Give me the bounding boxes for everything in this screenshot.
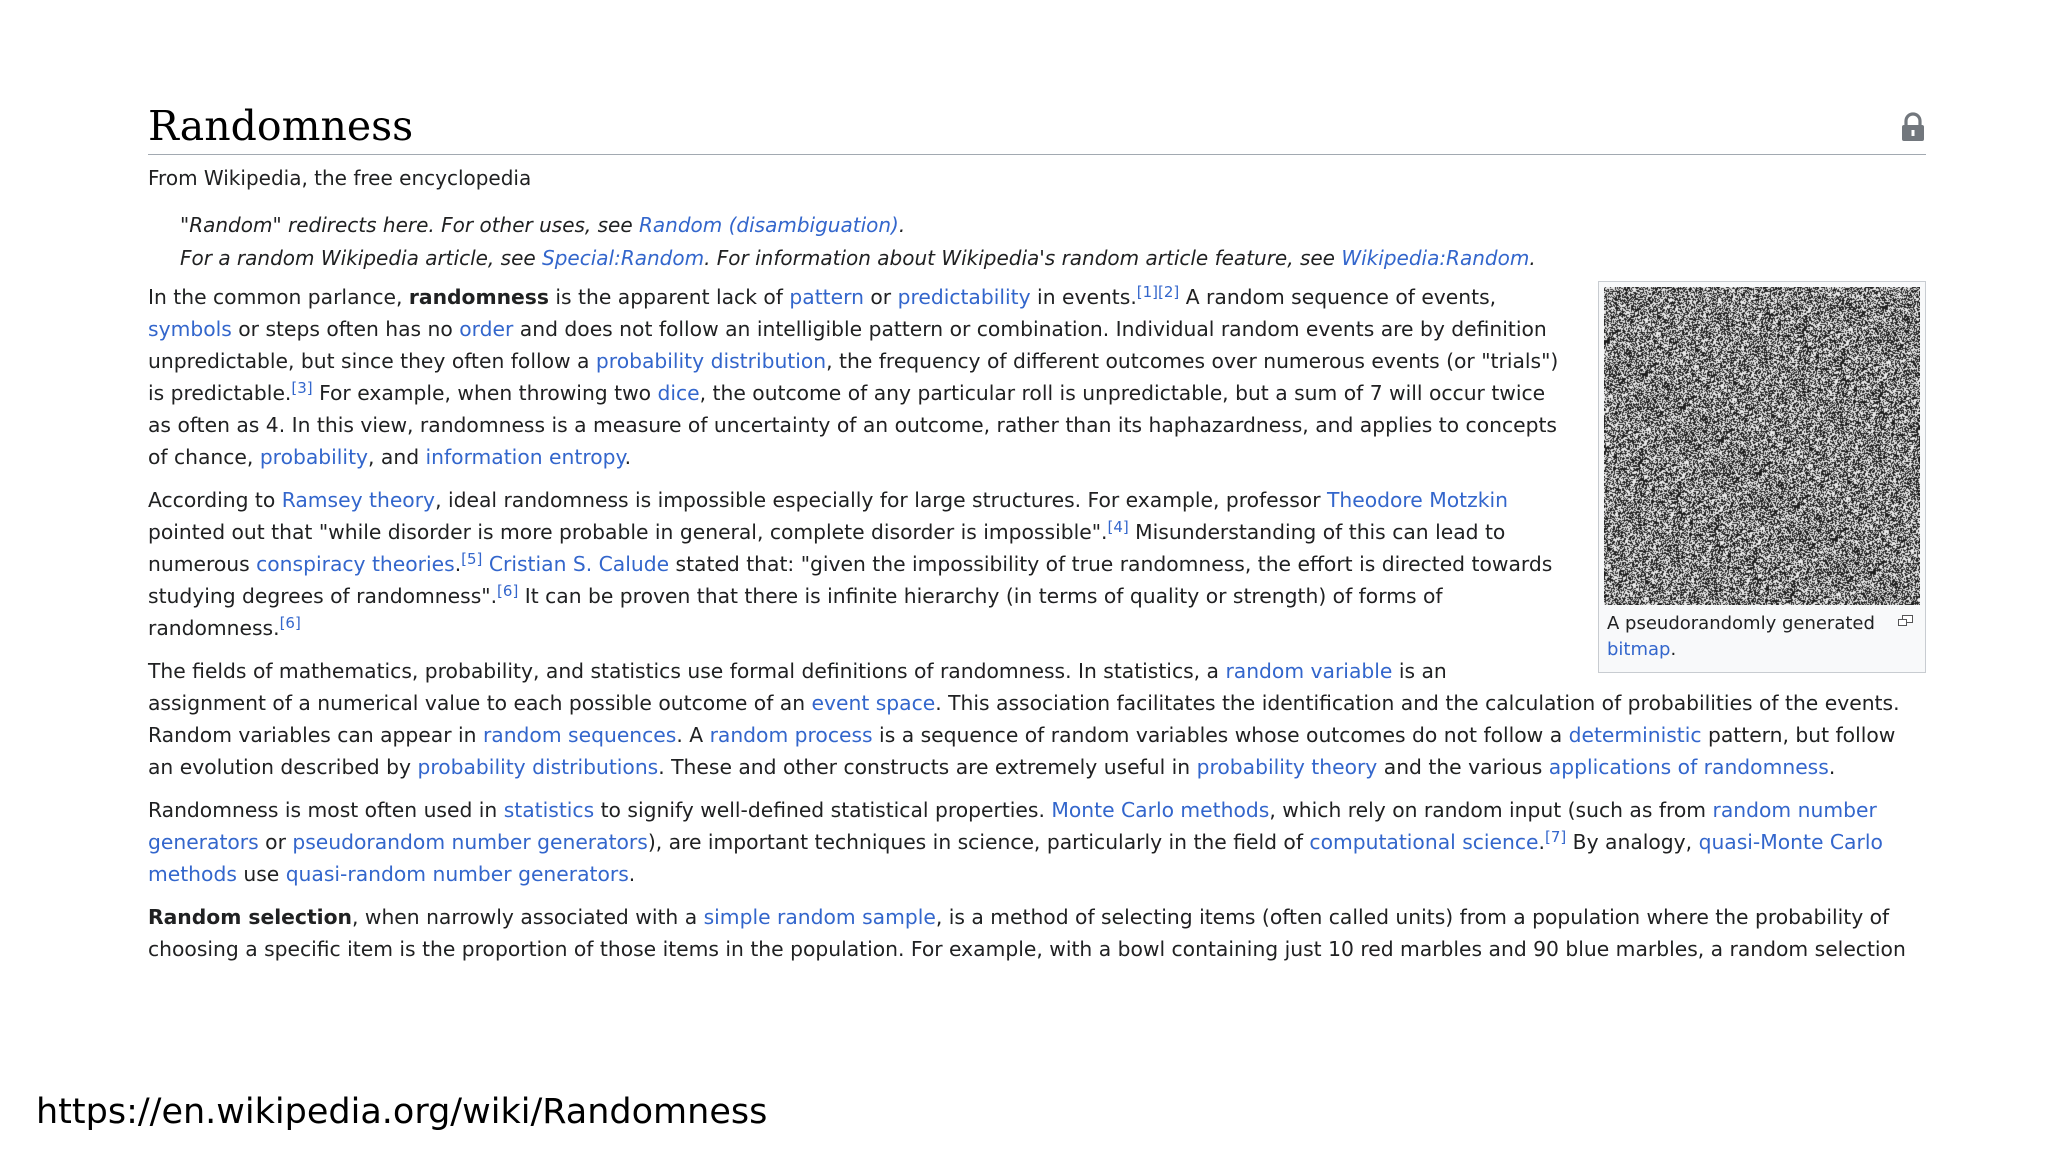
text-run: or: [258, 830, 293, 854]
wiki-link[interactable]: Random (disambiguation): [639, 213, 899, 237]
text-run: In the common parlance,: [148, 285, 409, 309]
text-run: stated that: "given the impossibility of true randomness, the effort is directed towards studying degrees of randomness".: [148, 552, 1553, 608]
text-run: in events.: [1030, 285, 1137, 309]
citation-link[interactable]: [4]: [1107, 518, 1129, 536]
text-run: , the outcome of any particular roll is unpredictable, but a sum of 7 will occur twice as often as 4. In this view, randomness is a measure of uncertainty of an outcome, rather than its haphazardness, and applies to concepts of chance,: [148, 381, 1557, 469]
wiki-link[interactable]: Special:Random: [542, 246, 705, 270]
wiki-link[interactable]: pseudorandom number generators: [292, 830, 648, 854]
text-run: A random sequence of events,: [1179, 285, 1497, 309]
citation-link[interactable]: [5]: [461, 550, 483, 568]
wiki-link[interactable]: probability distributions: [417, 755, 659, 779]
citation: [497, 582, 518, 600]
wiki-link[interactable]: random process: [709, 723, 873, 747]
article-body: [148, 281, 1926, 965]
caption-end: .: [1670, 639, 1677, 660]
citation: [1158, 283, 1179, 301]
wiki-link[interactable]: probability: [259, 445, 369, 469]
page-title: Randomness: [148, 102, 414, 150]
citation: [1545, 828, 1566, 846]
hatnote-special-random: [148, 242, 1926, 275]
wiki-link[interactable]: random variable: [1225, 659, 1393, 683]
text-run: . For information about Wikipedia's random article feature, see: [704, 246, 1342, 270]
heading-row: [148, 96, 1926, 155]
text-run: It can be proven that there is infinite hierarchy (in terms of quality or strength) of forms of randomness.: [148, 584, 1443, 640]
citation-link[interactable]: [6]: [279, 614, 301, 632]
pseudorandom-bitmap-image[interactable]: [1604, 287, 1920, 605]
text-run: . This association facilitates the identification and the calculation of probabilities of the events. Random variables can appear in: [148, 691, 1900, 747]
text-run: By analogy,: [1566, 830, 1699, 854]
text-run: pointed out that "while disorder is more probable in general, complete disorder is impossible".: [148, 520, 1108, 544]
wiki-link[interactable]: random number generators: [148, 798, 1877, 854]
text-run: to signify well-defined statistical properties.: [594, 798, 1052, 822]
citation: [1107, 518, 1128, 536]
url-footer: https://en.wikipedia.org/wiki/Randomness: [36, 1092, 768, 1132]
text-run: ), are important techniques in science, particularly in the field of: [647, 830, 1310, 854]
text-run: .: [1538, 830, 1545, 854]
citation-link[interactable]: [6]: [497, 582, 519, 600]
wiki-link[interactable]: probability theory: [1196, 755, 1378, 779]
wiki-link[interactable]: Theodore Motzkin: [1327, 488, 1508, 512]
thumbnail-box: [1598, 281, 1926, 673]
wiki-link[interactable]: event space: [811, 691, 936, 715]
citation: [1137, 283, 1158, 301]
wiki-link[interactable]: conspiracy theories: [256, 552, 455, 576]
wiki-link[interactable]: symbols: [148, 317, 232, 341]
enlarge-icon[interactable]: [1898, 615, 1914, 627]
citation-link[interactable]: [1]: [1136, 283, 1159, 301]
hatnote-disambiguation: [148, 209, 1926, 242]
text-run: Misunderstanding of this can lead to numerous: [148, 520, 1506, 576]
wiki-link[interactable]: Ramsey theory: [281, 488, 436, 512]
text-run: is an assignment of a numerical value to each possible outcome of an: [148, 659, 1447, 715]
citation-link[interactable]: [3]: [291, 379, 313, 397]
paragraph-statistics: [148, 794, 1926, 890]
caption-text: A pseudorandomly generated: [1607, 613, 1875, 634]
wiki-link[interactable]: random sequences: [482, 723, 677, 747]
lock-icon[interactable]: [1900, 112, 1926, 142]
thumbnail-caption: [1607, 611, 1892, 663]
text-run: , the frequency of different outcomes over numerous events (or "trials") is predictable.: [148, 349, 1559, 405]
pseudorandom-bitmap-canvas[interactable]: [1604, 287, 1920, 605]
wiki-link[interactable]: applications of randomness: [1548, 755, 1829, 779]
tagline: From Wikipedia, the free encyclopedia: [148, 166, 532, 190]
text-run: Randomness is most often used in: [148, 798, 504, 822]
text-run: .: [454, 552, 462, 576]
text-run: use: [236, 862, 286, 886]
text-run: For a random Wikipedia article, see: [180, 246, 543, 270]
text-run: . These and other constructs are extremely useful in: [658, 755, 1197, 779]
text-run: .: [898, 213, 906, 237]
citation-link[interactable]: [7]: [1544, 828, 1567, 846]
text-run: For example, when throwing two: [312, 381, 658, 405]
paragraph-random-selection: [148, 901, 1926, 965]
text-run: .: [628, 862, 636, 886]
text-run: or: [863, 285, 898, 309]
wiki-link[interactable]: statistics: [503, 798, 595, 822]
wiki-link[interactable]: computational science: [1309, 830, 1539, 854]
text-run: , when narrowly associated with a: [351, 905, 704, 929]
text-run: or steps often has no: [231, 317, 460, 341]
citation: [291, 379, 312, 397]
text-run: and the various: [1377, 755, 1549, 779]
bold-term: randomness: [408, 285, 549, 309]
wiki-link[interactable]: Cristian S. Calude: [488, 552, 670, 576]
text-run: .: [1529, 246, 1536, 270]
text-run: is the apparent lack of: [548, 285, 790, 309]
text-run: pattern, but follow an evolution described by: [148, 723, 1896, 779]
text-run: .: [1828, 755, 1836, 779]
text-run: .: [624, 445, 632, 469]
wiki-link[interactable]: Wikipedia:Random: [1341, 246, 1530, 270]
caption-link-bitmap[interactable]: bitmap: [1607, 639, 1671, 660]
article: [148, 96, 1926, 976]
wiki-link[interactable]: dice: [657, 381, 700, 405]
text-run: "Random" redirects here. For other uses, see: [180, 213, 640, 237]
citation-link[interactable]: [2]: [1158, 283, 1180, 301]
citation: [461, 550, 482, 568]
hatnotes: [148, 209, 1926, 275]
bold-term: Random selection: [148, 905, 352, 929]
wiki-link[interactable]: simple random sample: [703, 905, 936, 929]
wiki-link[interactable]: Monte Carlo methods: [1051, 798, 1270, 822]
thumbnail-caption-row: [1604, 605, 1920, 667]
text-run: The fields of mathematics, probability, and statistics use formal definitions of randomness. In statistics, a: [148, 659, 1226, 683]
paragraph-fields: [148, 655, 1926, 783]
wiki-link[interactable]: pattern: [789, 285, 864, 309]
text-run: According to: [148, 488, 282, 512]
wiki-link[interactable]: information entropy: [425, 445, 625, 469]
wiki-link[interactable]: probability distribution: [595, 349, 827, 373]
text-run: . A: [676, 723, 710, 747]
text-run: , which rely on random input (such as from: [1269, 798, 1713, 822]
text-run: , ideal randomness is impossible especially for large structures. For example, professor: [435, 488, 1327, 512]
wiki-link[interactable]: predictability: [897, 285, 1031, 309]
citation: [280, 614, 301, 632]
text-run: , and: [368, 445, 426, 469]
wiki-link[interactable]: deterministic: [1568, 723, 1702, 747]
text-run: and does not follow an intelligible pattern or combination. Individual random events are by definition unpredictable, but since they often follow a: [148, 317, 1547, 373]
wiki-link[interactable]: quasi-Monte Carlo methods: [148, 830, 1883, 886]
wiki-link[interactable]: quasi-random number generators: [285, 862, 629, 886]
wiki-link[interactable]: order: [459, 317, 514, 341]
text-run: is a sequence of random variables whose outcomes do not follow a: [872, 723, 1569, 747]
text-run: , is a method of selecting items (often called units) from a population where the probability of choosing a specific item is the proportion of those items in the population. For example, with a bowl containing just 10 red marbles and 90 blue marbles, a random selection: [148, 905, 1906, 961]
